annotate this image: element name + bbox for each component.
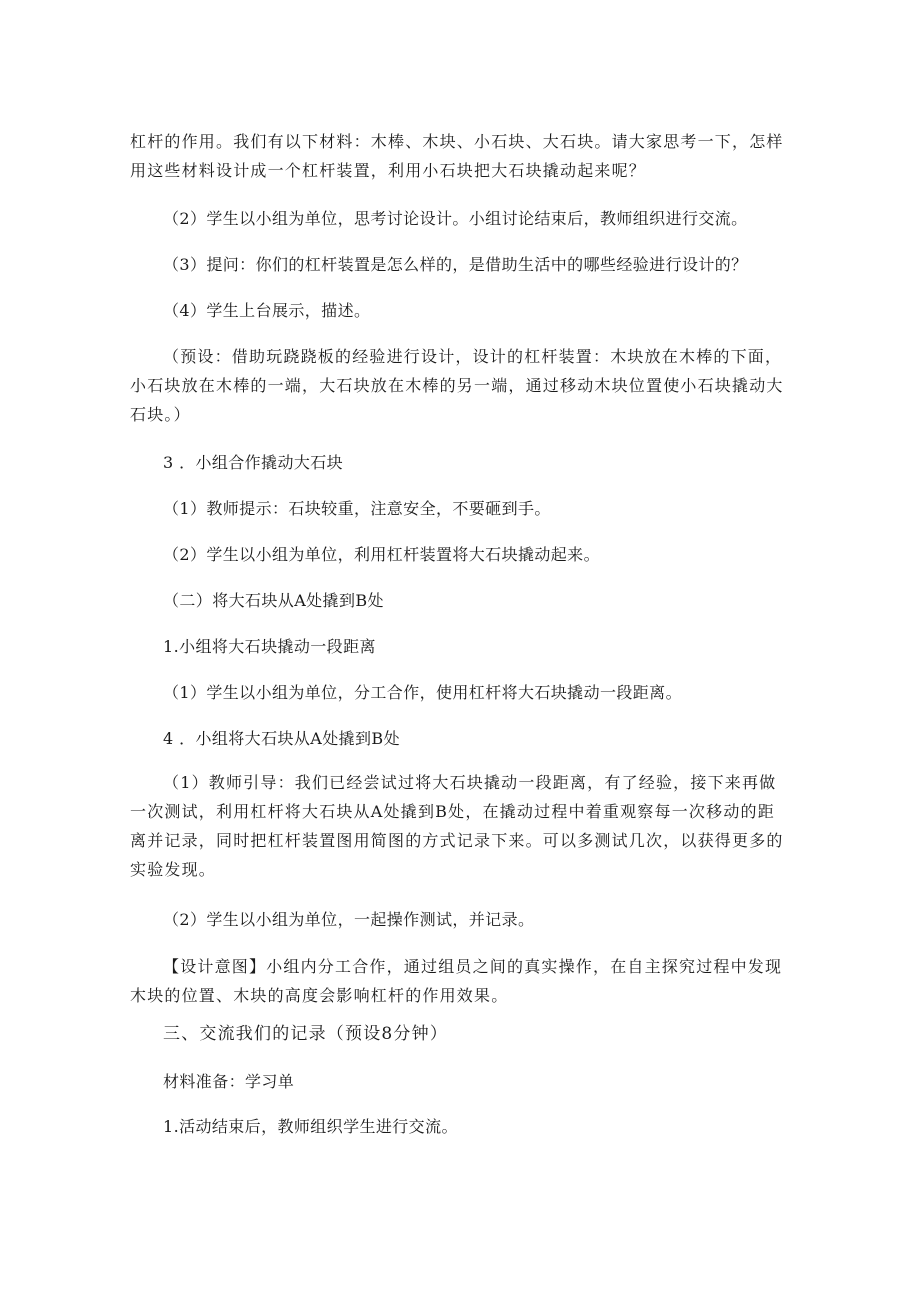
heading-1-move-distance: 1.小组将大石块撬动一段距离 [163, 637, 376, 656]
paragraph-divide-work: （1）学生以小组为单位，分工合作，使用杠杆将大石块撬动一段距离。 [163, 683, 682, 702]
paragraph-step-2-discussion: （2）学生以小组为单位，思考讨论设计。小组讨论结束后，教师组织进行交流。 [163, 209, 748, 228]
heading-section-3: 3 ．小组合作撬动大石块 [163, 453, 344, 472]
paragraph-student-lever: （2）学生以小组为单位，利用杠杆装置将大石块撬动起来。 [163, 545, 600, 564]
heading-section-4: 4 ．小组将大石块从A处撬到B处 [163, 729, 400, 748]
paragraph-teacher-guide: （1）教师引导：我们已经尝试过将大石块撬动一段距离，有了经验，接下来再做一次测试，利用杠杆将大石块从A处撬到B处，在撬动过程中着重观察每一次移动的距离并记录，同时把杠杆装置图用简图的方式记录下来。可以多测试几次，以获得更多的实验发现。 [130, 773, 784, 879]
paragraph-materials-prep: 材料准备：学习单 [163, 1072, 295, 1091]
heading-part-3: 三、交流我们的记录（预设8分钟） [163, 1024, 449, 1044]
heading-part-2: （二）将大石块从A处撬到B处 [163, 591, 384, 610]
paragraph-materials-question: 杠杆的作用。我们有以下材料：木棒、木块、小石块、大石块。请大家思考一下，怎样用这些材料设计成一个杠杆装置，利用小石块把大石块撬动起来呢？ [130, 132, 784, 180]
paragraph-student-record: （2）学生以小组为单位，一起操作测试，并记录。 [163, 910, 535, 929]
paragraph-step-4-presentation: （4）学生上台展示，描述。 [163, 301, 371, 320]
paragraph-activity-end: 1.活动结束后，教师组织学生进行交流。 [163, 1117, 458, 1136]
paragraph-design-intent: 【设计意图】小组内分工合作，通过组员之间的真实操作，在自主探究过程中发现木块的位置、木块的高度会影响杠杆的作用效果。 [130, 957, 783, 1005]
paragraph-preset: （预设：借助玩跷跷板的经验进行设计，设计的杠杆装置：木块放在木棒的下面，小石块放在木棒的一端，大石块放在木棒的另一端，通过移动木块位置使小石块撬动大石块。） [130, 347, 784, 424]
paragraph-step-3-question: （3）提问：你们的杠杆装置是怎么样的，是借助生活中的哪些经验进行设计的？ [163, 255, 748, 274]
paragraph-teacher-tip: （1）教师提示：石块较重，注意安全，不要砸到手。 [163, 499, 551, 518]
